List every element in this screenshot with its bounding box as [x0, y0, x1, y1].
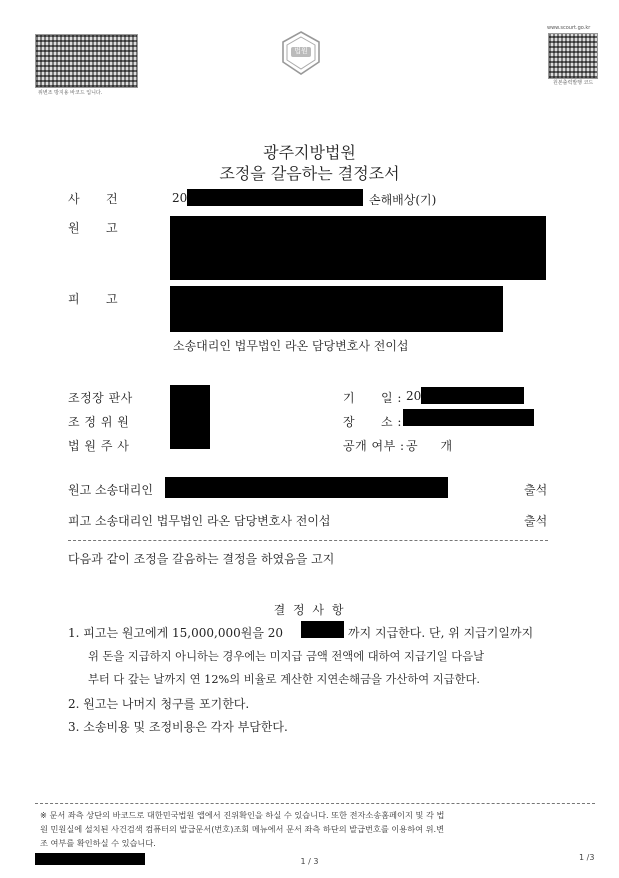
plaintiff-agent-status: 출석	[524, 483, 548, 497]
redacted-payment-date	[301, 621, 344, 638]
decision-heading: 결 정 사 항	[273, 603, 346, 617]
case-name: 손해배상(기)	[369, 193, 437, 207]
case-label: 사 건	[68, 192, 119, 206]
decision-item-1-end: 까지 지급한다. 단, 위 지급기일까지	[348, 626, 534, 640]
decision-item-3: 3. 소송비용 및 조정비용은 각자 부담한다.	[68, 720, 288, 734]
decision-item-1-start: 1. 피고는 원고에게 15,000,000원을 20	[68, 626, 284, 640]
date-prefix: 20	[406, 389, 422, 403]
redacted-defendant	[170, 286, 503, 332]
redacted-plaintiff	[170, 216, 546, 280]
redacted-plaintiff-agent	[165, 477, 448, 498]
document-title: 조정을 갈음하는 결정조서	[219, 164, 400, 183]
seal-text: 법원	[294, 47, 308, 55]
plaintiff-label: 원 고	[68, 221, 119, 235]
decision-item-1-line3: 부터 다 갚는 날까지 연 12%의 비율로 계산한 지연손해금을 가산하여 지급한다.	[88, 673, 480, 686]
footer-divider	[35, 803, 595, 804]
section-divider	[68, 540, 548, 541]
notice-statement: 다음과 같이 조정을 갈음하는 결정을 하였음을 고지	[68, 552, 335, 566]
redacted-case-number	[187, 189, 363, 206]
left-barcode-caption: 위변조 방지용 바코드 입니다.	[38, 90, 103, 96]
case-number-prefix: 20	[172, 191, 188, 205]
defendant-label: 피 고	[68, 292, 119, 306]
defendant-agent: 소송대리인 법무법인 라온 담당변호사 전이섭	[173, 339, 409, 353]
place-label: 장 소 :	[343, 415, 402, 429]
mediator-label: 조 정 위 원	[68, 415, 130, 429]
redacted-officials	[170, 385, 210, 449]
defendant-agent-status: 출석	[524, 514, 548, 528]
public-label: 공개 여부 :	[343, 439, 405, 453]
page-number: 1 / 3	[300, 857, 319, 866]
decision-item-1-line2: 위 돈을 지급하지 아니하는 경우에는 미지급 금액 전액에 대하여 지급기일 다음날	[88, 650, 485, 663]
judge-label: 조정장 판사	[68, 391, 133, 405]
verification-notice-line-3: 조 여부를 확인하실 수 있습니다.	[40, 838, 156, 848]
redacted-date	[421, 387, 524, 404]
clerk-label: 법 원 주 사	[68, 439, 130, 453]
verification-notice-line-2: 원 민원실에 설치된 사건검색 컴퓨터의 발급문서(번호)조회 메뉴에서 문서 좌측 하단의 발급번호를 이용하여 위.변	[40, 824, 445, 834]
court-name: 광주지방법원	[263, 143, 356, 162]
verification-notice	[40, 808, 600, 850]
authentication-barcode	[35, 34, 138, 88]
issue-number-barcode	[548, 33, 598, 79]
redacted-place	[403, 409, 534, 426]
public-value: 공 개	[406, 439, 453, 453]
decision-item-2: 2. 원고는 나머지 청구를 포기한다.	[68, 697, 250, 711]
page-number-right: 1 /3	[579, 853, 595, 862]
defendant-agent-attendance: 피고 소송대리인 법무법인 라온 담당변호사 전이섭	[68, 514, 331, 528]
date-label: 기 일 :	[343, 391, 402, 405]
plaintiff-agent-label: 원고 소송대리인	[68, 483, 153, 497]
court-url: www.scourt.go.kr	[547, 25, 591, 31]
right-barcode-caption: 원본출력발행 코드	[553, 80, 594, 86]
verification-notice-line-1: ※ 문서 좌측 상단의 바코드로 대한민국법원 앱에서 진위확인을 하실 수 있습니다. 또한 전자소송홈페이지 및 각 법	[40, 810, 445, 820]
